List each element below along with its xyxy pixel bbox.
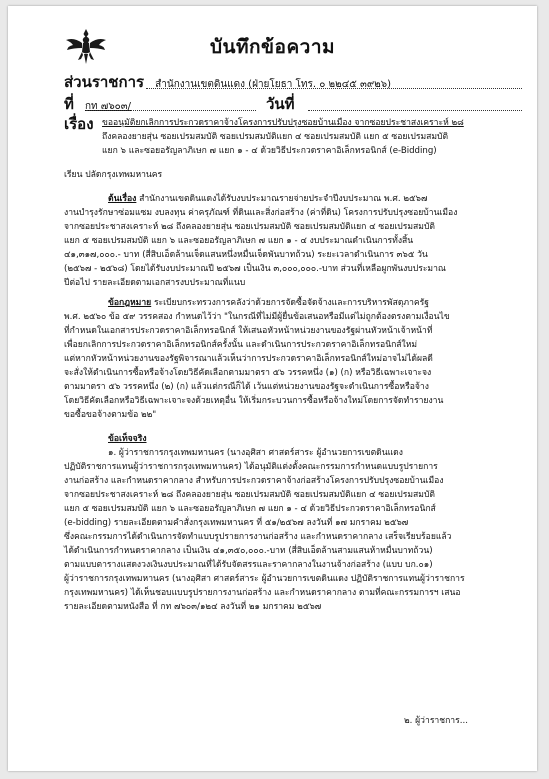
reference-number: กท ๗๖๐๓/ bbox=[84, 101, 131, 112]
section-background-line: สำนักงานเขตดินแดงได้รับงบประมาณรายจ่ายประจำปีงบประมาณ พ.ศ. ๒๕๖๗ bbox=[139, 194, 428, 204]
agency-dotted-line bbox=[146, 88, 522, 89]
section-facts-line: ผู้ว่าราชการกรุงเทพมหานคร (นางอุศิสา ศาสตร์สาระ ผู้อำนวยการเขตดินแดง ปฏิบัติราชการแทนผู้ว่าราชการ bbox=[64, 574, 465, 584]
section-facts-line: ๑. ผู้ว่าราชการกรุงเทพมหานคร (นางอุศิสา ศาสตร์สาระ ผู้อำนวยการเขตดินแดง bbox=[108, 448, 403, 458]
section-legal bbox=[64, 296, 522, 422]
section-legal-first-line bbox=[64, 296, 522, 310]
section-facts-line: ปฏิบัติราชการแทนผู้ว่าราชการกรุงเทพมหานคร) ได้อนุมัติแต่งตั้งคณะกรรมการกำหนดแบบรูปรายการ bbox=[64, 462, 438, 472]
section-facts-line: กรุงเทพมหานคร) ได้เห็นชอบแบบรูปรายการงานก่อสร้าง และกำหนดราคากลาง ตามที่คณะกรรมการฯ เสนอ bbox=[64, 588, 461, 598]
memo-title: บันทึกข้อความ bbox=[209, 36, 336, 58]
salutation-text: เรียน ปลัดกรุงเทพมหานคร bbox=[64, 170, 163, 180]
reference-label: ที่ bbox=[64, 95, 74, 113]
section-background-line: งานบำรุงรักษาซ่อมแซม งบลงทุน ค่าครุภัณฑ์ ที่ดินและสิ่งก่อสร้าง (ค่าที่ดิน) โครงการปรับปรุงซอยบ้านเมือง bbox=[64, 208, 458, 218]
section-facts-line: รายละเอียดตามหนังสือ ที่ กท ๗๖๐๓/๑๒๔ ลงวันที่ ๒๑ มกราคม ๒๕๖๗ bbox=[64, 602, 322, 612]
subject-line: ถึงคลองยายสุ่น ซอยเปรมสมบัติ ซอยเปรมสมบัติแยก ๔ ซอยเปรมสมบัติ แยก ๕ ซอยเปรมสมบัติ bbox=[102, 132, 449, 142]
agency-value: สำนักงานเขตดินแดง (ฝ่ายโยธา โทร. ๐ ๒๒๔๕ ๓๙๒๖) bbox=[155, 79, 392, 90]
section-facts bbox=[64, 432, 522, 614]
continuation-text: ๒. ผู้ว่าราชการ... bbox=[404, 716, 468, 726]
section-legal-line: ขอซื้อขอจ้างตามข้อ ๒๒" bbox=[64, 410, 157, 420]
agency-row bbox=[64, 70, 391, 94]
subject-label: เรื่อง bbox=[64, 115, 94, 133]
section-background-line: ๔๑,๓๑๗,๐๐๐.- บาท (สี่สิบเอ็ดล้านเจ็ดแสนหนึ่งหมื่นเจ็ดพันบาทถ้วน) ระยะเวลาดำเนินการ ๓๖๕ วัน bbox=[64, 250, 428, 260]
subject-label-row bbox=[64, 112, 94, 136]
section-legal-line: ที่กำหนดในเอกสารประกวดราคาอิเล็กทรอนิกส์ ให้เสนอหัวหน้าหน่วยงานของรัฐผ่านหัวหน้าเจ้าหน้าที่ bbox=[64, 326, 433, 336]
reference-dotted-line bbox=[86, 110, 256, 111]
subject-line: ขออนุมัติยกเลิกการประกวดราคาจ้างโครงการปรับปรุงซอยบ้านเมือง จากซอยประชาสงเคราะห์ ๒๘ bbox=[102, 118, 464, 128]
section-legal-line: ระเบียบกระทรวงการคลังว่าด้วยการจัดซื้อจัดจ้างและการบริหารพัสดุภาครัฐ bbox=[153, 298, 429, 308]
section-legal-line: ตามมาตรา ๕๖ วรรคหนึ่ง (๒) (ก) แล้วแต่กรณีก็ได้ เว้นแต่หน่วยงานของรัฐจะดำเนินการซื้อหรือจ้าง bbox=[64, 382, 429, 392]
section-legal-line: โดยวิธีคัดเลือกหรือวิธีเฉพาะเจาะจงด้วยเหตุอื่น ให้เริ่มกระบวนการซื้อหรือจ้างใหม่โดยการจัดทำรายงาน bbox=[64, 396, 444, 406]
section-background-line: (๒๕๖๗ - ๒๕๖๘) โดยได้รับงบประมาณปี ๒๕๖๗ เป็นเงิน ๓,๐๐๐,๐๐๐.-บาท ส่วนที่เหลือผูกพันงบประมาณ bbox=[64, 264, 446, 274]
section-legal-line: แต่หากหัวหน้าหน่วยงานของรัฐพิจารณาแล้วเห็นว่าการประกวดราคาอิเล็กทรอนิกส์ใหม่อาจไม่ได้ผลดี bbox=[64, 354, 433, 364]
section-background-line: แยก ๕ ซอยเปรมสมบัติ แยก ๖ และซอยอรัญลาภิเษก ๗ แยก ๑ - ๔ งบประมาณดำเนินการทั้งสิ้น bbox=[64, 236, 414, 246]
subject-text bbox=[102, 116, 520, 158]
section-facts-heading: ข้อเท็จจริง bbox=[108, 434, 147, 444]
section-facts-line: ตามแบบตารางแสดงวงเงินงบประมาณที่ได้รับจัดสรรและราคากลางในงานจ้างก่อสร้าง (แบบ บก.๐๑) bbox=[64, 560, 433, 570]
section-facts-line: ได้ดำเนินการกำหนดราคากลาง เป็นเงิน ๔๑,๓๕๐,๐๐๐.-บาท (สี่สิบเอ็ดล้านสามแสนห้าหมื่นบาทถ้วน) bbox=[64, 546, 433, 556]
date-dotted-line bbox=[308, 110, 522, 111]
subject-line: แยก ๖ และซอยอรัญลาภิเษก ๗ แยก ๑ - ๔ ด้วยวิธีประกวดราคาอิเล็กทรอนิกส์ (e-Bidding) bbox=[102, 146, 437, 156]
date-row bbox=[266, 92, 295, 116]
salutation bbox=[64, 168, 522, 182]
section-background-line: จากซอยประชาสงเคราะห์ ๒๘ ถึงคลองยายสุ่น ซอยเปรมสมบัติ ซอยเปรมสมบัติแยก ๔ ซอยเปรมสมบัติ bbox=[64, 222, 435, 232]
section-background-first-line bbox=[64, 192, 522, 206]
section-background-heading: ต้นเรื่อง bbox=[108, 194, 137, 204]
section-facts-line: (e-bidding) รายละเอียดตามคำสั่งกรุงเทพมหานคร ที่ ๕๑/๒๕๖๗ ลงวันที่ ๑๗ มกราคม ๒๕๖๗ bbox=[64, 518, 409, 528]
section-facts-line: จากซอยประชาสงเคราะห์ ๒๘ ถึงคลองยายสุ่น ซอยเปรมสมบัติ ซอยเปรมสมบัติแยก ๔ ซอยเปรมสมบัติ bbox=[64, 490, 435, 500]
section-facts-line: งานก่อสร้าง และกำหนดราคากลาง สำหรับการประกวดราคาจ้างก่อสร้างโครงการปรับปรุงซอยบ้านเมือง bbox=[64, 476, 444, 486]
section-legal-heading: ข้อกฎหมาย bbox=[108, 298, 152, 308]
section-facts-line: ซึ่งคณะกรรมการได้ดำเนินการจัดทำแบบรูปรายการงานก่อสร้าง และกำหนดราคากลาง เสร็จเรียบร้อยแล้ว bbox=[64, 532, 452, 542]
section-facts-line: แยก ๕ ซอยเปรมสมบัติ แยก ๖ และซอยอรัญลาภิเษก ๗ แยก ๑ - ๔ ด้วยวิธีประกวดราคาอิเล็กทรอนิกส์ bbox=[64, 504, 436, 514]
agency-label: ส่วนราชการ bbox=[64, 73, 145, 91]
section-legal-line: จะสั่งให้ดำเนินการซื้อหรือจ้างโดยวิธีคัดเลือกตามมาตรา ๕๖ วรรคหนึ่ง (๑) (ก) หรือวิธีเฉพาะเจาะจง bbox=[64, 368, 432, 378]
memo-page bbox=[8, 6, 537, 771]
date-label: วันที่ bbox=[266, 95, 295, 113]
section-legal-line: พ.ศ. ๒๕๖๐ ข้อ ๕๙ วรรคสอง กำหนดไว้ว่า "ในกรณีที่ไม่มีผู้ยื่นข้อเสนอหรือมีแต่ไม่ถูกต้องตรงตามเงื่อนไข bbox=[64, 312, 450, 322]
section-legal-line: เพื่อยกเลิกการประกวดราคาอิเล็กทรอนิกส์ครั้งนั้น และดำเนินการประกวดราคาอิเล็กทรอนิกส์ใหม่ bbox=[64, 340, 418, 350]
section-background bbox=[64, 192, 522, 290]
section-background-line: ปีต่อไป รายละเอียดตามเอกสารงบประมาณที่แนบ bbox=[64, 278, 246, 288]
